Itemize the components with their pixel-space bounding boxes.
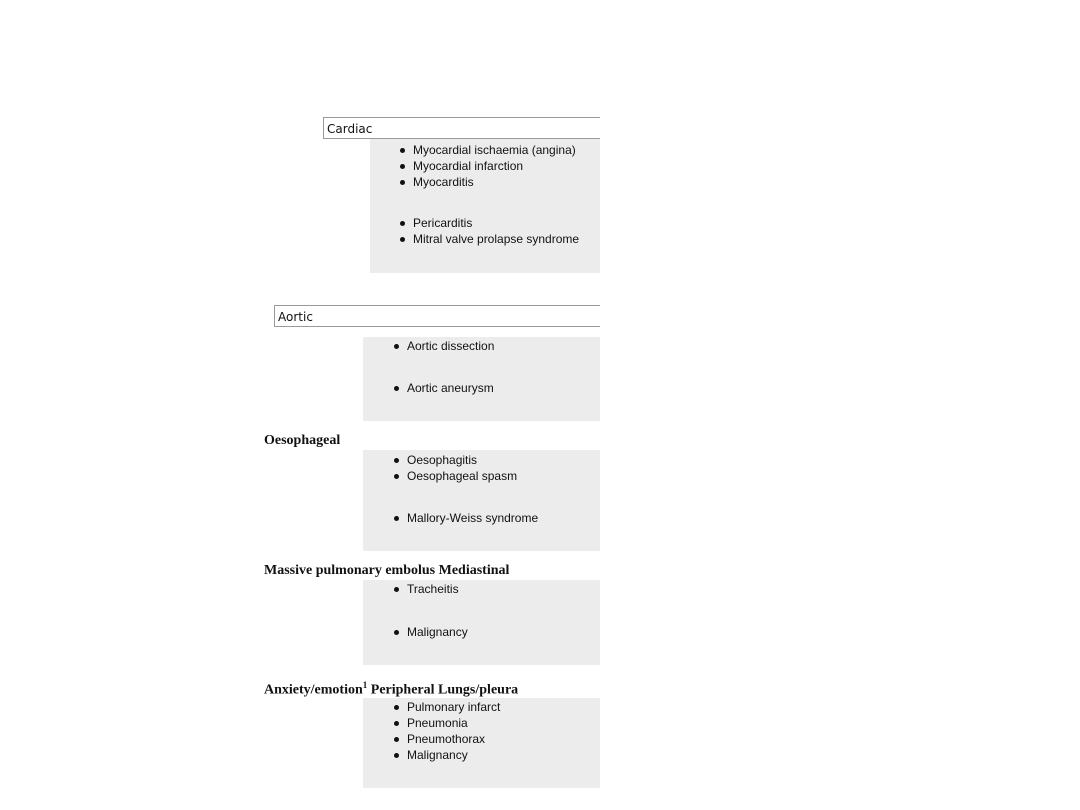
list-item: Aortic aneurysm [393,380,494,396]
list-item: Malignancy [393,747,500,763]
cardiac-list-2 [399,215,579,247]
aortic-list-1 [393,338,494,354]
aortic-list-2 [393,380,494,396]
mediastinal-list-1 [393,581,459,597]
mediastinal-heading [264,563,509,579]
cardiac-header [323,117,600,139]
oesophageal-list-1 [393,452,517,484]
list-item: Oesophagitis [393,452,517,468]
list-item: Myocarditis [399,174,576,190]
footnote-marker: 1 [362,680,368,690]
oesophageal-title: Oesophageal [264,433,341,448]
aortic-title: Aortic [278,310,313,324]
list-item: Mallory-Weiss syndrome [393,510,538,526]
cardiac-title: Cardiac [327,122,373,136]
list-item: Tracheitis [393,581,459,597]
list-item: Mitral valve prolapse syndrome [399,231,579,247]
list-item: Oesophageal spasm [393,468,517,484]
lungs-heading [264,680,518,699]
lungs-title-a: Anxiety/emotion [264,682,363,698]
list-item: Myocardial ischaemia (angina) [399,142,576,158]
list-item: Malignancy [393,624,468,640]
list-item: Pneumonia [393,715,500,731]
list-item: Myocardial infarction [399,158,576,174]
cardiac-list-1 [399,142,576,190]
oesophageal-list-2 [393,510,538,526]
lungs-list [393,699,500,763]
list-item: Aortic dissection [393,338,494,354]
lungs-title-b: Peripheral Lungs/pleura [367,682,519,698]
aortic-header [274,305,600,327]
mediastinal-list-2 [393,624,468,640]
mediastinal-title: Massive pulmonary embolus Mediastinal [264,563,510,578]
oesophageal-heading [264,433,340,449]
list-item: Pericarditis [399,215,579,231]
list-item: Pulmonary infarct [393,699,500,715]
list-item: Pneumothorax [393,731,500,747]
